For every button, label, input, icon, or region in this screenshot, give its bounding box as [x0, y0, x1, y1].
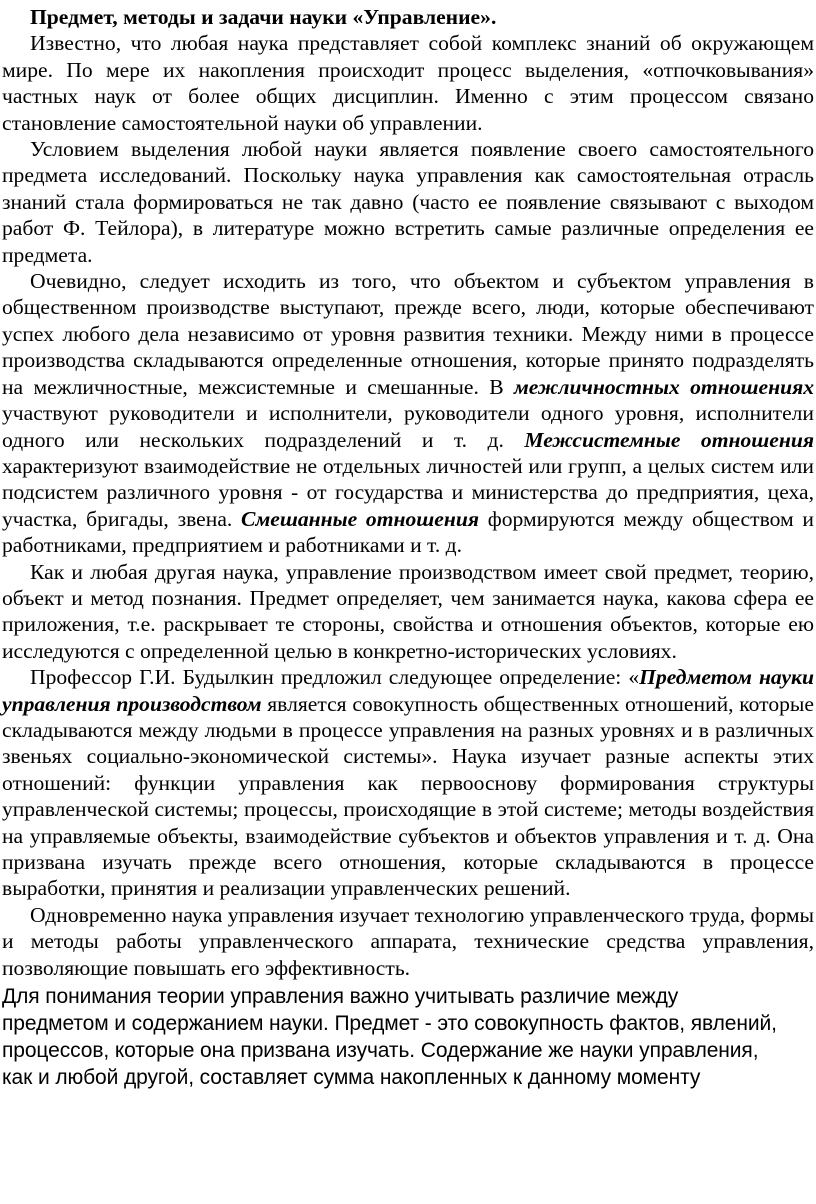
paragraph-7 [2, 983, 814, 1091]
paragraph-7-line: как и любой другой, составляет сумма накопленных к данному моменту [2, 1066, 701, 1090]
paragraph-4: Как и любая другая наука, управление производством имеет свой предмет, теорию, объект и метод познания. Предмет определяет, чем занимается наука, какова сфера ее приложения, т.е. раскрывает те стороны, свойства и отношения объектов, которые ею исследуются с определенной целью в конкретно-исторических условиях. [2, 559, 814, 663]
paragraph-5 [2, 664, 814, 902]
paragraph-3-text-a: Очевидно, следует исходить из того, что объектом и субъектом управления в общественном производстве выступают, прежде всего, люди, которые обеспечивают успех любого дела независимо от уровня развития техники. Между ними в процессе производства складываются определенные отношения, которые принято подразделять на межличностные, межсистемные и смешанные. В [2, 269, 814, 399]
term-intersystem-relations: Межсистемные отношения [524, 427, 814, 452]
paragraph-3-text-d: формируются между обществом и работниками, предприятием и работниками и т. д. [2, 506, 814, 558]
paragraph-3 [2, 268, 814, 558]
document-title: Предмет, методы и задачи науки «Управление». [30, 5, 497, 29]
term-mixed-relations: Смешанные отношения [241, 506, 479, 531]
paragraph-1: Известно, что любая наука представляет собой комплекс знаний об окружающем мире. По мере их накопления происходит процесс выделения, «отпочковывания» частных наук от более общих дисциплин. Именно с этим процессом связано становление самостоятельной науки об управлении. [2, 31, 814, 135]
paragraph-2: Условием выделения любой науки является появление своего самостоятельного предмета исследований. Поскольку наука управления как самостоятельная отрасль знаний стала формироваться не так давно (часто ее появление связывают с выходом работ Ф. Тейлора), в литературе можно встретить самые различные определения ее предмета. [2, 137, 814, 267]
paragraph-7-line: Для понимания теории управления важно учитывать различие между [2, 985, 679, 1009]
term-interpersonal-relations: межличностных отношениях [514, 374, 814, 399]
paragraph-3-text-b: участвуют руководители и исполнители, руководители одного уровня, исполнители одного или нескольких подразделений и т. д. [2, 401, 814, 452]
paragraph-5-text-b: является совокупность общественных отношений, которые складываются между людьми в процессе управления на разных уровнях и в различных звеньях социально-экономической системы». Наука изучает разные аспекты этих отношений: функции управления как первооснову формирования структуры управленческой системы; процессы, происходящие в этой системе; методы воздействия на управляемые объекты, взаимодействие субъектов и объектов управления и т. д. Она призвана изучать прежде всего отношения, которые складываются в процессе выработки, принятия и реализации управленческих решений. [2, 691, 814, 901]
paragraph-5-text-a: Профессор Г.И. Будылкин предложил следующее определение: « [30, 665, 640, 690]
paragraph-7-line: предметом и содержанием науки. Предмет - это совокупность фактов, явлений, [2, 1012, 777, 1036]
paragraph-3-text-c: характеризуют взаимодействие не отдельных личностей или групп, а целых систем или подсистем различного уровня - от государства и министерства до предприятия, цеха, участка, бригады, звена. [2, 453, 814, 531]
paragraph-6: Одновременно наука управления изучает технологию управленческого труда, формы и методы работы управленческого аппарата, технические средства управления, позволяющие повышать его эффективность. [2, 902, 814, 980]
term-subject-of-management-science: Предметом науки управления производством [2, 665, 814, 716]
paragraph-7-line: процессов, которые она призвана изучать. Содержание же науки управления, [2, 1039, 759, 1063]
